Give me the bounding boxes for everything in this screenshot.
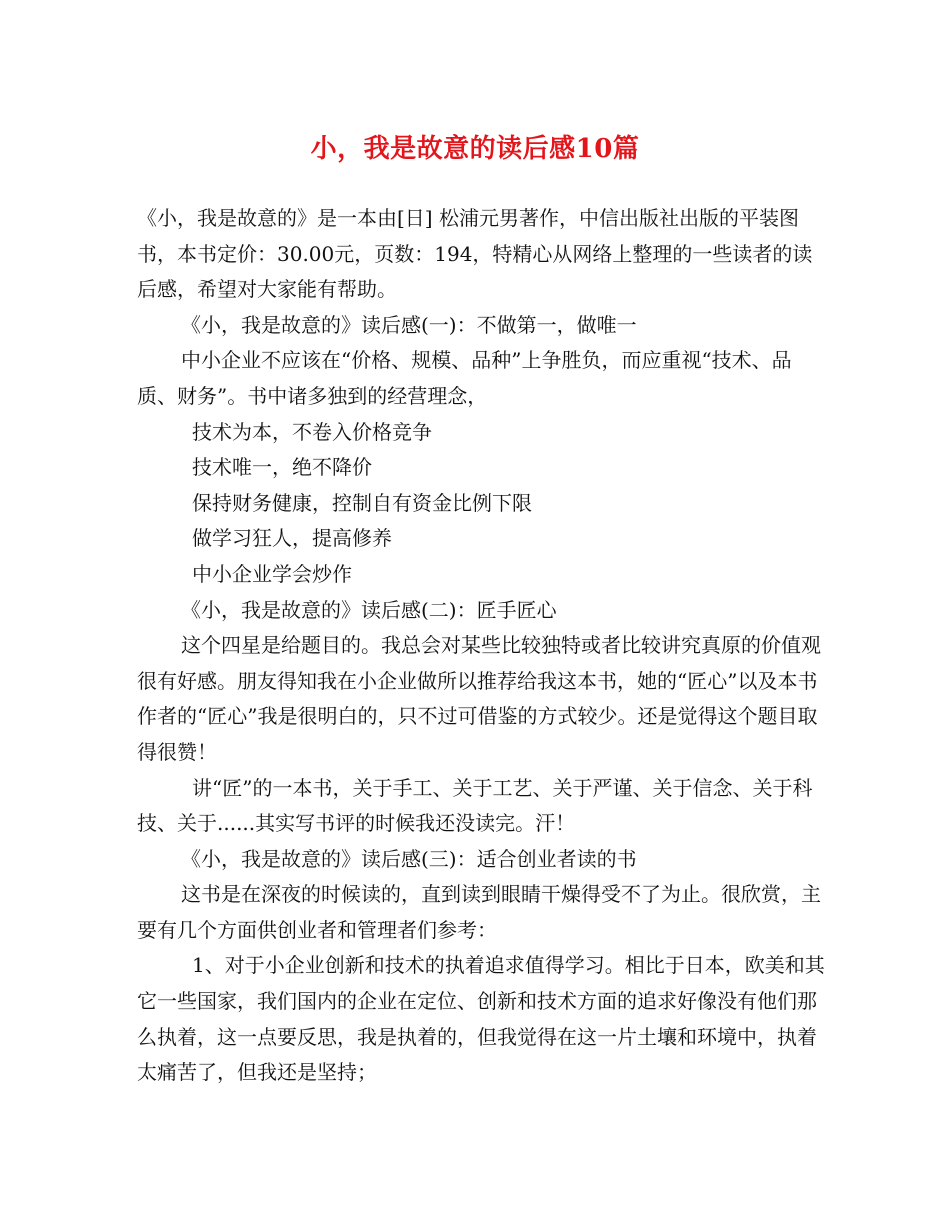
intro-paragraph: 《小，我是故意的》是一本由[日] 松浦元男著作，中信出版社出版的平装图书，本书定价：30.00元，页数：194，特精心从网络上整理的一些读者的读后感，希望对大家能有帮助。 [137,206,813,302]
list-item: 技术唯一，绝不降价 [192,455,372,480]
list-item: 做学习狂人，提高修养 [192,526,392,551]
section-heading-2: 《小，我是故意的》读后感(二)：匠手匠心 [181,597,557,622]
paragraph: 这书是在深夜的时候读的，直到读到眼睛干燥得受不了为止。很欣赏，主要有几个方面供创业者和管理者们参考： [137,882,821,942]
section-heading-1: 《小，我是故意的》读后感(一)：不做第一，做唯一 [181,312,637,337]
list-item: 技术为本，不卷入价格竞争 [192,419,432,444]
list-item: 中小企业学会炒作 [192,561,352,586]
paragraph: 这个四星是给题目的。我总会对某些比较独特或者比较讲究真原的价值观很有好感。朋友得知我在小企业做所以推荐给我这本书，她的“匠心”以及本书作者的“匠心”我是很明白的，只不过可借鉴的方式较少。还是觉得这个题目取得很赞！ [137,633,821,764]
paragraph: 讲“匠”的一本书，关于手工、关于工艺、关于严谨、关于信念、关于科技、关于......其实写书评的时候我还没读完。汗！ [137,775,813,836]
paragraph: 中小企业不应该在“价格、规模、品种”上争胜负，而应重视“技术、品质、财务”。书中诸多独到的经营理念， [137,348,792,408]
document-body [137,201,827,1091]
list-item: 保持财务健康，控制自有资金比例下限 [192,490,532,515]
paragraph: 1、对于小企业创新和技术的执着追求值得学习。相比于日本，欧美和其它一些国家，我们国内的企业在定位、创新和技术方面的追求好像没有他们那么执着，这一点要反思，我是执着的，但我觉得在这一片土壤和环境中，执着太痛苦了，但我还是坚持； [137,953,825,1085]
document-title: 小，我是故意的读后感10篇 [310,134,640,164]
section-heading-3: 《小，我是故意的》读后感(三)：适合创业者读的书 [181,846,637,871]
